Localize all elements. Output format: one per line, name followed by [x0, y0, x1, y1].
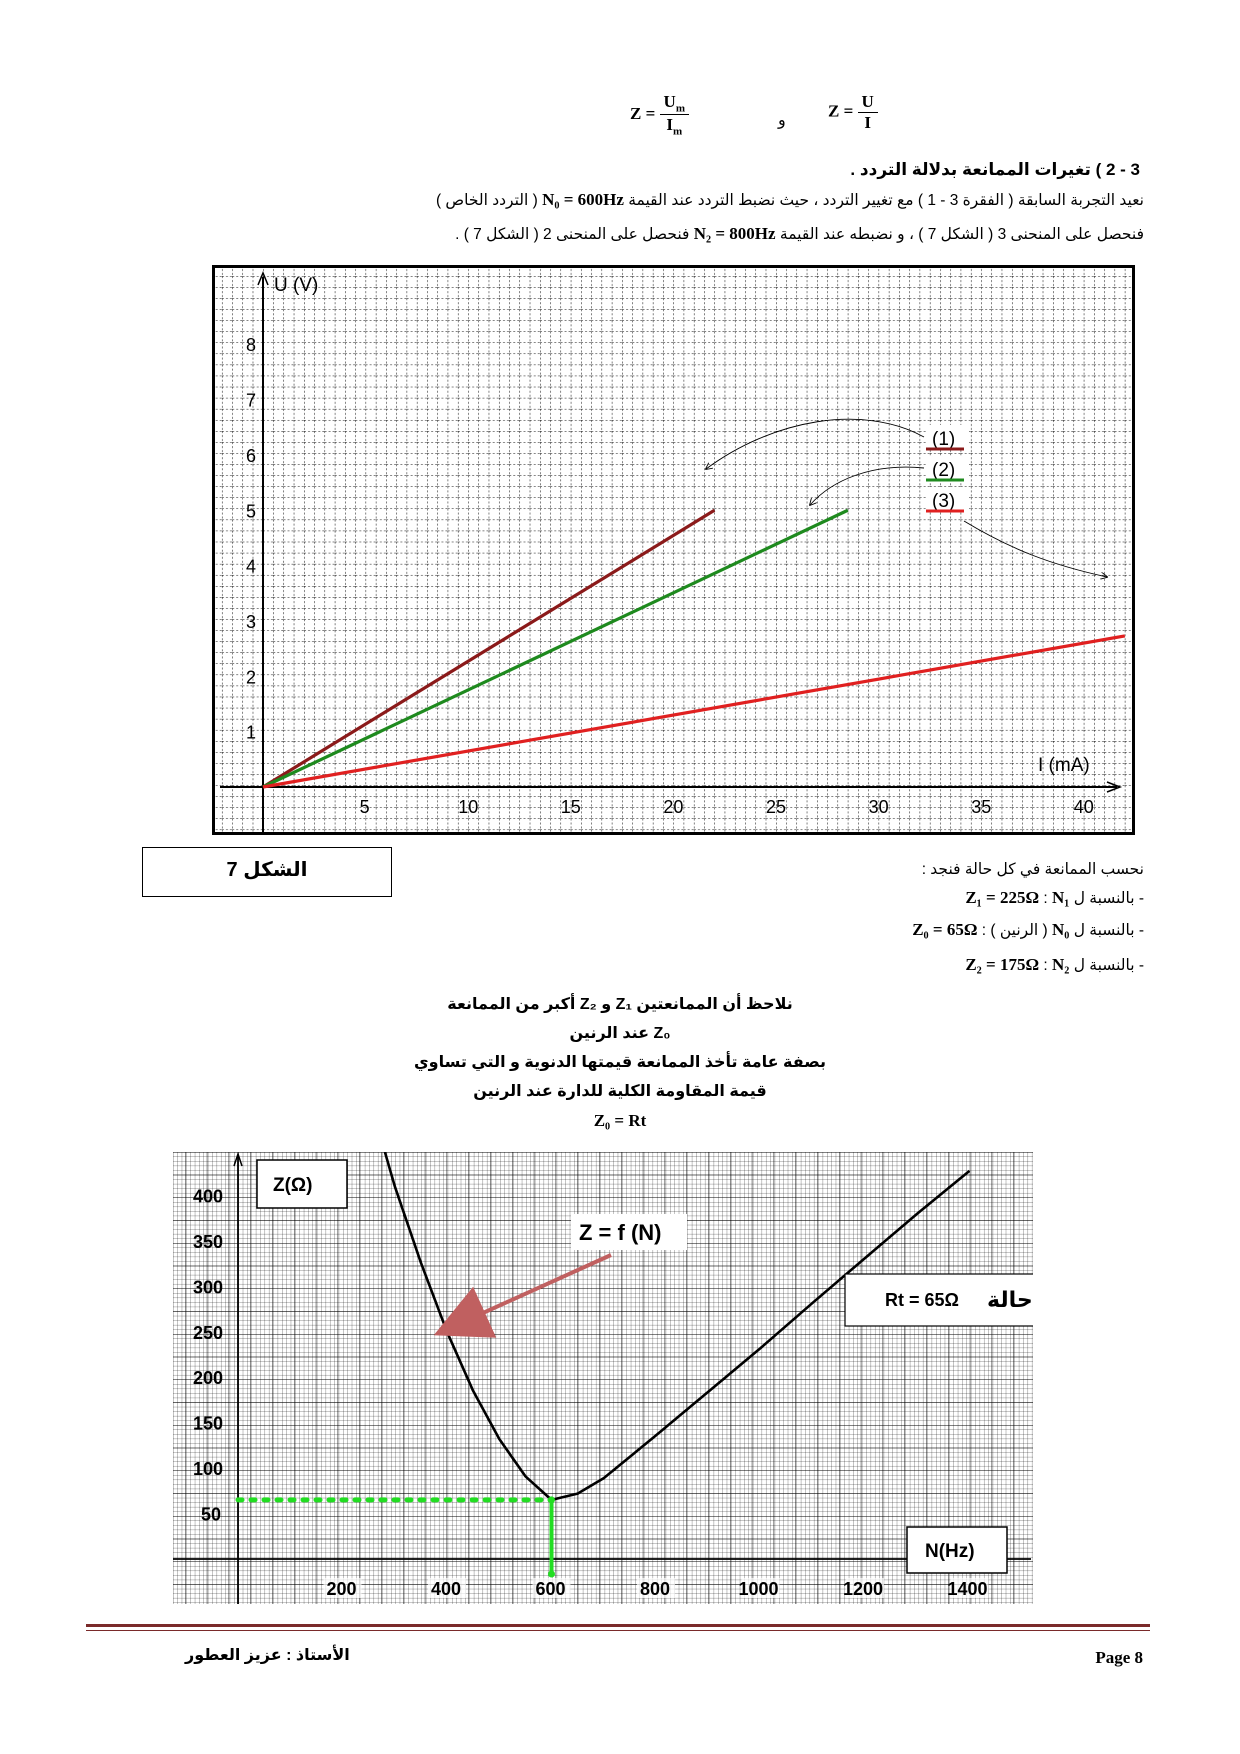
footer-teacher: الأستاذ : عزيز العطور — [185, 1647, 350, 1664]
row3-freq: N₂ — [1052, 955, 1070, 974]
row1-value: Z₁ = 225Ω — [965, 888, 1040, 907]
n0-value: N₀ = 600Hz — [542, 190, 624, 209]
chart1-y-tick: 4 — [246, 556, 257, 577]
result-row-2: - بالنسبة ل N₀ ( الرنين ) : Z₀ = 65Ω — [912, 920, 1144, 939]
chart1-y-tick: 7 — [246, 390, 257, 411]
chart1-xlabel: I (mA) — [1038, 755, 1090, 776]
n2-value: N₂ = 800Hz — [693, 224, 776, 243]
legend-item-1 — [926, 425, 969, 450]
conclusion-line-2: Z₀ عند الرنين — [569, 1025, 671, 1042]
chart-z-vs-n — [173, 1152, 1033, 1604]
chart1-y-tick: 1 — [246, 722, 257, 743]
conclusion — [360, 990, 880, 1135]
chart1-y-tick: 3 — [246, 611, 257, 632]
paragraph-line-1 — [436, 190, 1144, 210]
resonance-x-point — [548, 1571, 555, 1578]
numerator-sub: m — [675, 102, 685, 115]
conclusion-line-1: نلاحظ أن الممانعتين Z₁ و Z₂ أكبر من الممانعة — [447, 996, 793, 1013]
legend-label-1: (1) — [932, 429, 956, 450]
chart2-y-tick: 150 — [193, 1413, 224, 1434]
row3-label: - بالنسبة ل — [1073, 957, 1144, 974]
figure-caption: الشكل 7 — [226, 859, 308, 881]
chart-u-vs-i — [212, 265, 1135, 835]
line2-before: فنحصل على المنحنى 3 ( الشكل 7 ) ، و نضبطه عند القيمة — [779, 226, 1144, 243]
conclusion-line-5: Z₀ = Rt — [593, 1111, 647, 1130]
chart2-y-tick: 250 — [193, 1322, 224, 1343]
line2-after: فنحصل على المنحنى 2 ( الشكل 7 ) . — [455, 226, 690, 243]
paragraph-line-2 — [455, 224, 1144, 244]
chart2-xlabel: N(Hz) — [925, 1541, 975, 1562]
fraction-um-im — [660, 92, 689, 138]
line1-after: ( التردد الخاص ) — [435, 192, 538, 209]
chart1-x-tick: 10 — [458, 797, 479, 817]
formula-lhs: Z = — [630, 103, 656, 123]
chart2-y-tick: 350 — [193, 1231, 224, 1252]
chart1-x-tick: 15 — [560, 797, 581, 817]
chart1-y-tick: 5 — [246, 501, 257, 522]
fraction-u-i — [858, 92, 878, 133]
chart2-x-tick: 200 — [326, 1579, 357, 1599]
fraction-numerator: U — [858, 92, 878, 113]
formula-z-um-im — [630, 92, 689, 138]
legend-item-3 — [926, 487, 969, 512]
chart2-x-tick: 1400 — [947, 1579, 988, 1599]
formula-connector: و — [778, 112, 786, 129]
chart1-x-tick: 5 — [359, 797, 370, 817]
row2-note: ( الرنين ) — [990, 922, 1048, 939]
legend-label-3: (3) — [932, 491, 956, 512]
result-row-1: - بالنسبة ل N₁ : Z₁ = 225Ω — [965, 888, 1144, 907]
line1-before: نعيد التجربة السابقة ( الفقرة 3 - 1 ) مع تغيير التردد ، حيث نضبط التردد عند القيمة — [628, 192, 1144, 209]
chart1-y-tick: 2 — [246, 667, 257, 688]
chart1-x-tick: 25 — [766, 797, 787, 817]
chart2-x-tick: 800 — [640, 1579, 671, 1599]
footer-page-number: Page 8 — [1095, 1648, 1143, 1667]
chart1-x-tick: 20 — [663, 797, 684, 817]
legend-item-2 — [926, 456, 969, 481]
curve-label: Z = f (N) — [579, 1220, 662, 1245]
fraction-denominator: I — [864, 113, 871, 132]
row3-value: Z₂ = 175Ω — [965, 955, 1040, 974]
row2-label: - بالنسبة ل — [1073, 922, 1144, 939]
chart1-y-tick: 6 — [246, 445, 257, 466]
case-word: حالة — [987, 1287, 1033, 1312]
fraction-numerator: U — [663, 92, 676, 111]
formula-z-u-i — [828, 92, 878, 133]
conclusion-line-4: قيمة المقاومة الكلية للدارة عند الرنين — [473, 1083, 767, 1100]
row2-value: Z₀ = 65Ω — [912, 920, 978, 939]
formula-lhs: Z = — [828, 101, 854, 121]
chart2-y-tick: 200 — [193, 1368, 224, 1389]
chart2-x-tick: 1000 — [738, 1579, 779, 1599]
fraction-denominator: I — [666, 115, 673, 135]
denominator-sub: m — [672, 125, 683, 138]
results-intro: نحسب الممانعة في كل حالة فنجد : — [921, 861, 1144, 878]
chart2-ylabel: Z(Ω) — [273, 1175, 313, 1196]
chart2-y-tick: 50 — [201, 1504, 222, 1525]
row2-freq: N₀ — [1052, 920, 1070, 939]
row1-freq: N₁ — [1052, 888, 1070, 907]
result-row-3: - بالنسبة ل N₂ : Z₂ = 175Ω — [965, 955, 1144, 974]
conclusion-line-3: بصفة عامة تأخذ الممانعة قيمتها الدنوية و التي تساوي — [414, 1054, 826, 1071]
section-title: 3 - 2 ) تغيرات الممانعة بدلالة التردد . — [850, 160, 1140, 179]
footer-rule-thin — [86, 1630, 1150, 1631]
chart2-y-tick: 100 — [193, 1459, 224, 1480]
footer-rule — [86, 1624, 1150, 1627]
chart2-x-tick: 400 — [431, 1579, 462, 1599]
chart1-ylabel: U (V) — [274, 275, 319, 296]
chart2-y-tick: 300 — [193, 1277, 224, 1298]
chart2-x-tick: 1200 — [843, 1579, 884, 1599]
row1-label: - بالنسبة ل — [1073, 890, 1144, 907]
resonance-point — [548, 1496, 555, 1503]
chart1-x-tick: 40 — [1073, 797, 1094, 817]
chart2-x-tick: 600 — [535, 1579, 566, 1599]
chart2-y-tick: 400 — [193, 1186, 224, 1207]
case-value: Rt = 65Ω — [885, 1290, 959, 1310]
chart1-x-tick: 30 — [868, 797, 889, 817]
legend-label-2: (2) — [932, 460, 956, 481]
chart1-x-tick: 35 — [971, 797, 992, 817]
chart1-y-tick: 8 — [246, 335, 257, 356]
